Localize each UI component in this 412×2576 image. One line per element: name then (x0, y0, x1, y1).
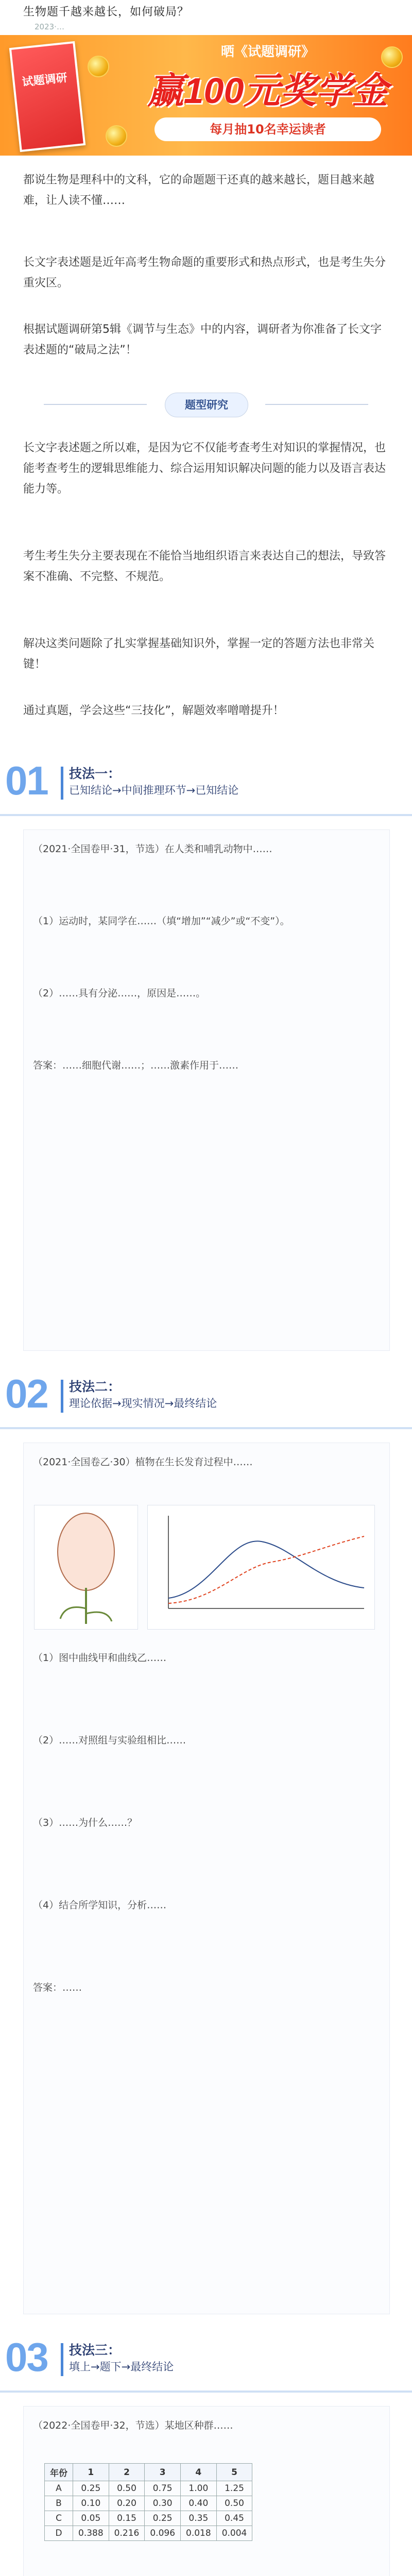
intro-paragraph: 长文字表述题是近年高考生物命题的重要形式和热点形式，也是考生失分重灾区。 (23, 256, 386, 290)
question-line: （3）……为什么……？ (33, 1817, 138, 1828)
table-cell: 0.216 (109, 2526, 145, 2541)
table-header-cell: 4 (181, 2464, 217, 2481)
coin-icon (106, 125, 127, 147)
book-cover-label: 试题调研 (21, 71, 68, 89)
question-card (23, 829, 390, 1351)
article-source: 2023·… (35, 22, 64, 31)
question-line: （1）运动时，某同学在……（填“增加”“减少”或“不变”）。 (33, 916, 290, 927)
table-header-cell: 5 (216, 2464, 252, 2481)
table-cell: 0.75 (145, 2481, 181, 2496)
table-cell: 0.25 (145, 2511, 181, 2526)
table-header-cell: 2 (109, 2464, 145, 2481)
table-row (45, 2496, 252, 2511)
technique-bar (61, 2343, 63, 2376)
table-cell: D (45, 2526, 73, 2541)
plant-drawing (35, 1505, 138, 1629)
table-cell: 0.10 (73, 2496, 109, 2511)
table-cell: 0.05 (73, 2511, 109, 2526)
table-cell: 0.45 (216, 2511, 252, 2526)
table-cell: 0.50 (216, 2496, 252, 2511)
technique-subtitle: 已知结论→中间推理环节→已知结论 (69, 784, 239, 796)
technique-subtitle: 填上→题下→最终结论 (69, 2361, 174, 2373)
table-row (45, 2481, 252, 2496)
question-line: （2021·全国卷甲·31，节选）在人类和哺乳动物中…… (33, 843, 272, 855)
analysis-paragraph: 长文字表述题之所以难，是因为它不仅能考查考生对知识的掌握情况，也能考查考生的逻辑思维能力、综合运用知识解决问题的能力以及语言表达能力等。 (23, 442, 386, 496)
divider-line (265, 404, 368, 405)
table-header-cell: 1 (73, 2464, 109, 2481)
table-cell: B (45, 2496, 73, 2511)
intro-paragraph (23, 319, 389, 361)
table-cell: 0.15 (109, 2511, 145, 2526)
prize-line-2: 赢100元奖学金 (147, 71, 388, 111)
table-row (45, 2511, 252, 2526)
growth-curve (148, 1505, 374, 1629)
technique-bar (61, 1380, 63, 1413)
technique-subtitle: 理论依据→现实情况→最终结论 (69, 1397, 217, 1410)
section-divider (44, 386, 368, 422)
table-cell: 1.25 (216, 2481, 252, 2496)
technique-bar (61, 767, 63, 800)
question-card (23, 2406, 390, 2576)
data-table (44, 2463, 252, 2541)
table-header-cell: 年份 (45, 2464, 73, 2481)
question-line: （1）图中曲线甲和曲线乙…… (33, 1652, 167, 1664)
technique-number: 01 (5, 758, 48, 803)
technique-number: 02 (5, 1371, 48, 1416)
analysis-paragraph: 通过真题，学会这些“三技化”，解题效率噌噌提升！ (23, 704, 284, 717)
table-cell: C (45, 2511, 73, 2526)
section-label: 题型研究 (165, 393, 248, 417)
answer-line: 答案：…… (33, 1982, 82, 1993)
prize-banner[interactable] (0, 35, 412, 156)
analysis-paragraph: 考生考生失分主要表现在不能恰当地组织语言来表达自己的想法，导致答案不准确、不完整、不规范。 (23, 550, 386, 583)
table-cell: 0.30 (145, 2496, 181, 2511)
intro-paragraph: 都说生物是理科中的文科，它的命题题干还真的越来越长，题目越来越难，让人读不懂…… (23, 174, 375, 207)
table-cell: 0.40 (181, 2496, 217, 2511)
plant-figure (34, 1505, 138, 1630)
divider-line (44, 404, 147, 405)
table-cell: 0.25 (73, 2481, 109, 2496)
technique-rule (0, 814, 412, 816)
technique-rule (0, 1427, 412, 1429)
article-title: 生物题千越来越长，如何破局？ (23, 6, 190, 19)
table-cell: A (45, 2481, 73, 2496)
technique-title: 技法二： (69, 1379, 121, 1394)
technique-number: 03 (5, 2334, 48, 2380)
table-cell: 1.00 (181, 2481, 217, 2496)
question-line: （2）……对照组与实验组相比…… (33, 1735, 186, 1746)
answer-line: 答案：……细胞代谢……；……激素作用于…… (33, 1060, 239, 1071)
technique-rule (0, 2391, 412, 2393)
question-line: （4）结合所学知识，分析…… (33, 1900, 167, 1911)
table-cell: 0.096 (145, 2526, 181, 2541)
question-line: （2021·全国卷乙·30）植物在生长发育过程中…… (33, 1456, 253, 1468)
coin-icon (88, 56, 109, 77)
technique-title: 技法三： (69, 2343, 121, 2358)
intro-text: 根据试题调研第5辑《调节与生态》中的内容，调研者为你准备了长文字表述题的“破局之法”！ (23, 323, 382, 357)
book-cover-image (9, 41, 86, 152)
table-cell: 0.35 (181, 2511, 217, 2526)
growth-curve-figure (147, 1505, 375, 1630)
table-cell: 0.018 (181, 2526, 217, 2541)
prize-line-1: 晒《试题调研》 (220, 44, 315, 60)
table-cell: 0.004 (216, 2526, 252, 2541)
table-row (45, 2526, 252, 2541)
prize-pill: 每月抽10名幸运读者 (154, 117, 381, 141)
table-header-cell: 3 (145, 2464, 181, 2481)
table-cell: 0.388 (73, 2526, 109, 2541)
question-card (23, 1443, 390, 2314)
table-header-row (45, 2464, 252, 2481)
analysis-paragraph: 解决这类问题除了扎实掌握基础知识外，掌握一定的答题方法也非常关键！ (23, 637, 375, 671)
table-cell: 0.20 (109, 2496, 145, 2511)
question-line: （2）……具有分泌……，原因是……。 (33, 988, 206, 999)
technique-title: 技法一： (69, 766, 121, 781)
table-cell: 0.50 (109, 2481, 145, 2496)
question-line: （2022·全国卷甲·32，节选）某地区种群…… (33, 2420, 233, 2431)
